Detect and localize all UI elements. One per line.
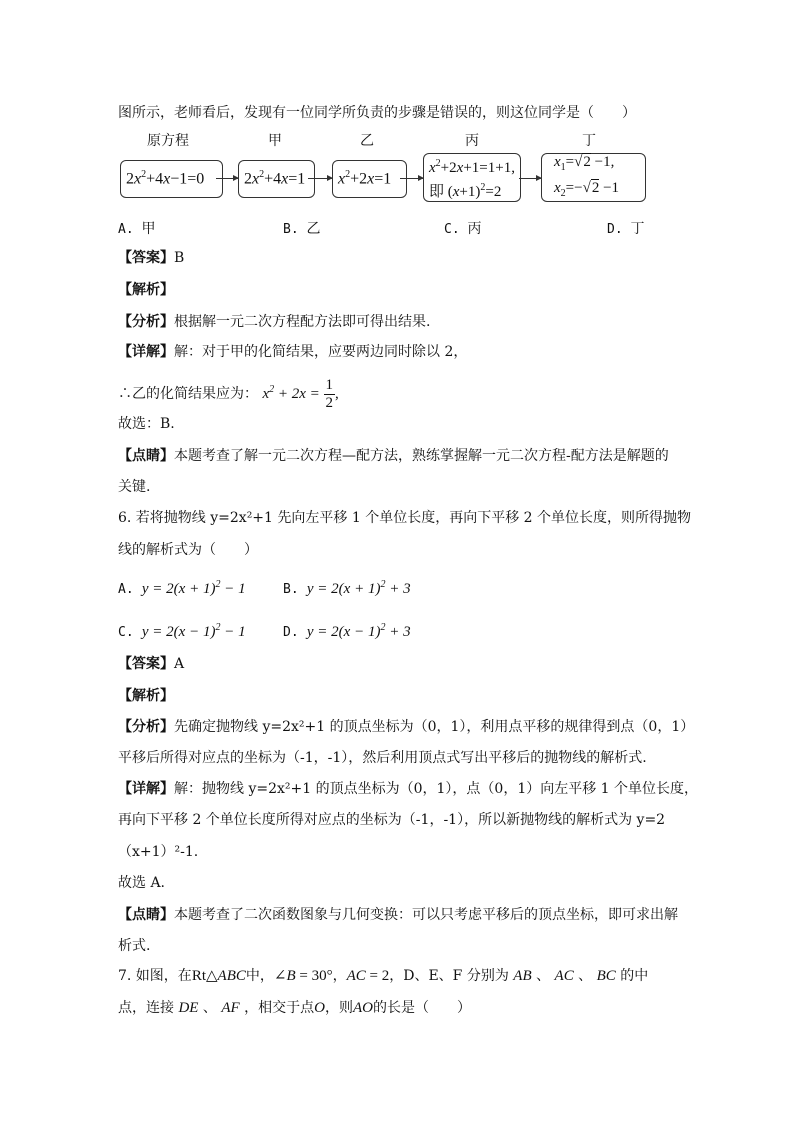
q5-fenxi (118, 312, 430, 332)
q7-triangle: Rt△ABC (191, 968, 246, 984)
q6-option-d-formula: $y = 2(x - 1)^2 + 3$ (303, 622, 411, 640)
q6-option-b (283, 575, 411, 600)
q7-ac: AC = 2 (346, 968, 390, 984)
q7-text-1b: 中， (245, 968, 274, 984)
q5-dianjing-tag: 【点睛】 (118, 448, 174, 464)
q5-dianjing-text: 本题考查了解一元二次方程—配方法，熟练掌握解一元二次方程-配方法是解题的 (174, 448, 669, 464)
q5-answer (118, 248, 184, 268)
q6-dianjing-text: 本题考查了二次函数图象与几何变换：可以只考虑平移后的顶点坐标，即可求出解 (174, 907, 678, 923)
q6-option-a (118, 575, 246, 600)
q5-therefore-text: ∴乙的化简结果应为： (118, 386, 258, 402)
q6-choose: 故选 A. (118, 875, 166, 891)
q7-text-1e: 、 (536, 968, 551, 984)
q7-stem-1 (118, 966, 648, 986)
flow-header-ding: 丁 (582, 133, 596, 149)
q6-answer (118, 654, 184, 674)
q7-af: AF (221, 1000, 240, 1016)
q5-choose: 故选：B. (118, 416, 175, 432)
option-d (607, 218, 644, 238)
q5-xiangjie (118, 342, 467, 362)
q5-fenxi-text: 根据解一元二次方程配方法即可得出结果. (174, 314, 431, 330)
q6-xiangjie-text: 解：抛物线 y=2x²+1 的顶点坐标为（0，1），点（0，1）向左平移 1 个单位长度， (174, 781, 699, 797)
option-a (118, 218, 155, 238)
q6-option-a-letter: A. (118, 582, 134, 597)
q6-dianjing-cont: 析式. (118, 938, 151, 954)
flow-box-original: $2x^2+4x-1=0$ (120, 160, 223, 198)
q7-ao: AO (352, 1000, 373, 1016)
q6-answer-value: A (174, 656, 185, 672)
q6-stem-1: 6. 若将抛物线 y=2x²+1 先向左平移 1 个单位长度，再向下平移 2 个单位长度，则所得抛物 (118, 510, 692, 526)
q5-equation: $x^2 + 2x$ = (262, 384, 324, 402)
q7-text-2a: 点，连接 (118, 1000, 174, 1016)
q6-fenxi-tag: 【分析】 (118, 719, 174, 735)
q7-bc: BC (596, 968, 616, 984)
q5-xiangjie-text: 解：对于甲的化简结果，应要两边同时除以 2， (174, 344, 468, 360)
q6-xiangjie-tag: 【详解】 (118, 781, 174, 797)
q7-angle: ∠B = 30° (273, 968, 333, 984)
q7-ab: AB (513, 968, 532, 984)
q6-option-c (118, 618, 246, 643)
option-a-text: 甲 (141, 221, 156, 237)
flow-header-original: 原方程 (147, 133, 189, 149)
q6-xiangjie (118, 779, 698, 799)
q6-fenxi (118, 717, 694, 737)
q7-text-2d: ，则 (324, 1000, 353, 1016)
q5-analysis-tag: 【解析】 (118, 282, 174, 298)
q7-stem-2 (118, 998, 471, 1018)
q7-text-1d: ，D、E、F 分别为 (389, 968, 509, 984)
q6-option-d (283, 618, 411, 643)
q6-fenxi-text: 先确定抛物线 y=2x²+1 的顶点坐标为（0，1），利用点平移的规律得到点（0，1） (174, 719, 695, 735)
q6-stem-2: 线的解析式为（ ） (118, 542, 258, 558)
q5-dianjing (118, 446, 669, 466)
flow-arrow-4 (519, 178, 541, 179)
flow-header-bing: 丙 (465, 133, 479, 149)
q6-xiangjie-cont-2: （x+1）²-1. (118, 844, 199, 860)
q5-xiangjie-tag: 【详解】 (118, 344, 174, 360)
q5-fenxi-tag: 【分析】 (118, 314, 174, 330)
q7-text-2b: 、 (202, 1000, 217, 1016)
q7-text-1f: 、 (578, 968, 593, 984)
flow-arrow-3 (400, 178, 423, 179)
q6-option-c-letter: C. (118, 625, 134, 640)
q5-dianjing-cont: 关键. (118, 479, 151, 495)
flow-header-yi: 乙 (360, 133, 374, 149)
q5-fraction: $\frac{1}{2}$ (325, 376, 334, 411)
q7-text-2e: 的长是（ ） (372, 1000, 471, 1016)
option-c-letter: C. (444, 222, 460, 237)
q7-text-1g: 的中 (620, 968, 649, 984)
option-b (283, 218, 320, 238)
flow-arrow-2 (308, 178, 332, 179)
option-b-letter: B. (283, 222, 299, 237)
q6-dianjing (118, 905, 678, 925)
flow-box-ding: $x_1=√2 -1$, $x_2=-√2 -1$ (541, 153, 646, 202)
flow-header-jia: 甲 (268, 133, 282, 149)
flow-box-bing: $x^2+2x+1=1+1$, 即 $(x+1)^2=2$ (423, 153, 521, 202)
option-c-text: 丙 (467, 221, 482, 237)
q7-text-1c: ， (332, 968, 347, 984)
flow-box-jia: $2x^2+4x=1$ (238, 160, 315, 198)
q6-option-c-formula: $y = 2(x - 1)^2 - 1$ (138, 622, 246, 640)
option-c (444, 218, 481, 238)
q6-option-b-formula: $y = 2(x + 1)^2 + 3$ (303, 579, 411, 597)
q6-analysis-tag: 【解析】 (118, 688, 174, 704)
q6-fenxi-cont: 平移后所得对应点的坐标为（-1，-1），然后利用顶点式写出平移后的抛物线的解析式. (118, 750, 647, 766)
q6-option-d-letter: D. (283, 625, 299, 640)
q6-option-b-letter: B. (283, 582, 299, 597)
option-d-letter: D. (607, 222, 623, 237)
flow-arrow-1 (216, 178, 238, 179)
q7-de: DE (178, 1000, 199, 1016)
q6-answer-tag: 【答案】 (118, 656, 174, 672)
q5-therefore: ∴乙的化简结果应为： $x^2 + 2x$ = $\frac{1}{2}$ , (118, 376, 339, 411)
flow-box-yi: $x^2+2x=1$ (332, 160, 407, 198)
option-a-letter: A. (118, 222, 134, 237)
q5-answer-tag: 【答案】 (118, 250, 174, 266)
q6-dianjing-tag: 【点睛】 (118, 907, 174, 923)
q7-o: O (314, 1000, 325, 1016)
q7-text-2c: ，相交于点 (244, 1000, 315, 1016)
q5-answer-value: B (174, 250, 185, 266)
q6-option-a-formula: $y = 2(x + 1)^2 - 1$ (138, 579, 246, 597)
q6-xiangjie-cont: 再向下平移 2 个单位长度所得对应点的坐标为（-1，-1），所以新抛物线的解析式为 y=2 (118, 812, 666, 828)
option-b-text: 乙 (306, 221, 321, 237)
question-intro: 图所示，老师看后，发现有一位同学所负责的步骤是错误的，则这位同学是（ ） (118, 105, 636, 121)
q7-text-1a: 7. 如图，在 (118, 968, 192, 984)
option-d-text: 丁 (630, 221, 645, 237)
q7-ac-2: AC (554, 968, 574, 984)
